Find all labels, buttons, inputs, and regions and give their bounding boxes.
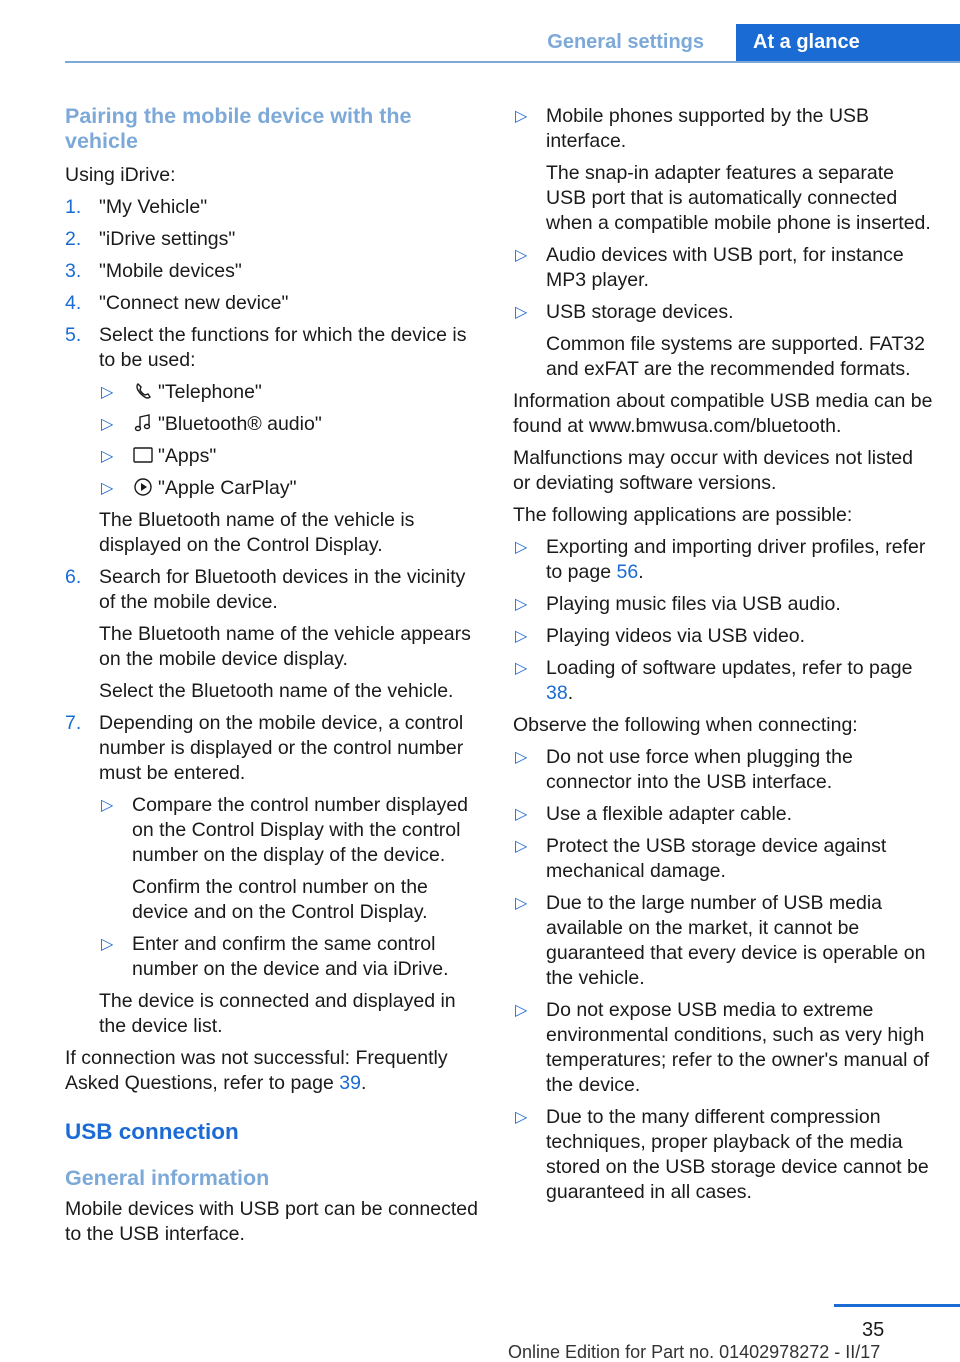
list-item: [99, 476, 480, 501]
triangle-bullet-icon: ▷: [515, 304, 528, 321]
apps-icon: [132, 445, 154, 465]
list-item: ▷ Exporting and importing driver profiles, refer to page 56.: [515, 536, 926, 583]
triangle-bullet-icon: ▷: [515, 1109, 528, 1126]
page-link[interactable]: 38: [546, 682, 568, 704]
triangle-bullet-icon: ▷: [515, 895, 528, 912]
step-item: [65, 195, 480, 220]
triangle-bullet-icon: ▷: [101, 448, 114, 465]
step7-note: The device is connected and displayed in the device list.: [99, 990, 456, 1037]
list-item: ▷ Playing videos via USB video.: [515, 625, 806, 647]
list-item: ▷ Audio devices with USB port, for instance MP3 player.: [515, 244, 904, 291]
step-number: 2.: [65, 228, 82, 250]
connection-fail-text: If connection was not successful: Frequently Asked Questions, refer to page 39.: [65, 1047, 448, 1094]
list-item: ▷ Mobile phones supported by the USB interface. The snap-in adapter features a separate USB port that is automatically connected when a compatible mobile phone is inserted.: [515, 105, 931, 234]
step-number: 1.: [65, 196, 82, 218]
function-label: "Bluetooth® audio": [158, 413, 322, 435]
header-chapter-tab[interactable]: At a glance: [736, 24, 960, 61]
triangle-bullet-icon: ▷: [515, 749, 528, 766]
step-text: Depending on the mobile device, a control number is displayed or the control number must be entered.: [99, 712, 464, 784]
header-rule: [65, 61, 960, 63]
using-idrive-text: Using iDrive:: [65, 164, 176, 186]
left-column: [65, 104, 480, 1254]
triangle-bullet-icon: ▷: [515, 539, 528, 556]
usb-connection-heading: USB connection: [65, 1119, 239, 1144]
triangle-bullet-icon: ▷: [515, 628, 528, 645]
step5-note: The Bluetooth name of the vehicle is displayed on the Control Display.: [99, 509, 415, 556]
general-information-text: Mobile devices with USB port can be connected to the USB interface.: [65, 1198, 478, 1245]
list-item: ▷ Do not expose USB media to extreme environmental conditions, such as very high temperatures; refer to the owner's manual of the device.: [515, 999, 930, 1096]
page-number: 35: [862, 1319, 885, 1341]
step-item: [65, 227, 480, 252]
header-section-title[interactable]: General settings: [547, 31, 704, 53]
list-item: ▷ Compare the control number displayed on the Control Display with the control number on the display of the device. Confirm the control number on the device and on the Control Display.: [101, 794, 469, 923]
list-item: ▷ Enter and confirm the same control number on the device and via iDrive.: [101, 933, 449, 980]
step-text: "Connect new device": [99, 292, 289, 314]
step-number: 3.: [65, 260, 82, 282]
step-item: [65, 565, 480, 704]
step-text: Search for Bluetooth devices in the vicinity of the mobile device.: [99, 566, 466, 613]
step-text: "Mobile devices": [99, 260, 242, 282]
page-link[interactable]: 56: [616, 561, 639, 583]
step-number: 7.: [65, 712, 82, 734]
malfunction-text: Malfunctions may occur with devices not listed or deviating software versions.: [513, 447, 913, 494]
list-item: ▷ Playing music files via USB audio.: [515, 593, 841, 615]
function-label: "Apps": [158, 445, 217, 467]
page-link[interactable]: 39: [339, 1072, 361, 1094]
triangle-bullet-icon: ▷: [101, 480, 114, 497]
list-item: [99, 380, 480, 405]
list-item: ▷ USB storage devices. Common file systems are supported. FAT32 and exFAT are the recommended formats.: [515, 301, 925, 380]
step-item: [65, 259, 480, 284]
triangle-bullet-icon: ▷: [101, 384, 114, 401]
triangle-bullet-icon: ▷: [515, 596, 528, 613]
list-item: [99, 444, 480, 469]
observe-intro: Observe the following when connecting:: [513, 714, 858, 736]
triangle-bullet-icon: ▷: [515, 108, 528, 125]
step-number: 4.: [65, 292, 82, 314]
step-text: "My Vehicle": [99, 196, 208, 218]
footer-rule: [834, 1304, 960, 1307]
step-text-extra: The Bluetooth name of the vehicle appears on the mobile device display.: [99, 623, 471, 670]
step-item: [65, 711, 480, 1039]
control-number-list: [99, 793, 480, 982]
compatible-media-text: Information about compatible USB media can be found at www.bmwusa.com/bluetooth.: [513, 390, 933, 437]
right-column: [513, 104, 933, 1212]
step-item: [65, 323, 480, 558]
step-number: 6.: [65, 566, 82, 588]
page-header: [0, 24, 960, 62]
general-information-heading: General information: [65, 1166, 270, 1190]
step-text: Select the functions for which the device is to be used:: [99, 324, 467, 371]
telephone-icon: [132, 381, 154, 401]
triangle-bullet-icon: ▷: [515, 247, 528, 264]
edition-text: Online Edition for Part no. 01402978272 - II/17: [508, 1342, 881, 1362]
function-label: "Apple CarPlay": [158, 477, 297, 499]
function-label: "Telephone": [158, 381, 262, 403]
music-note-icon: [132, 413, 154, 433]
function-list: [99, 380, 480, 501]
list-item: ▷ Protect the USB storage device against mechanical damage.: [515, 835, 887, 882]
triangle-bullet-icon: ▷: [515, 806, 528, 823]
list-item: [99, 412, 480, 437]
pairing-heading: Pairing the mobile device with the vehicle: [65, 104, 412, 153]
step-number: 5.: [65, 324, 82, 346]
step-item: [65, 291, 480, 316]
triangle-bullet-icon: ▷: [101, 936, 114, 953]
triangle-bullet-icon: ▷: [101, 416, 114, 433]
list-item: ▷ Use a flexible adapter cable.: [515, 803, 793, 825]
triangle-bullet-icon: ▷: [515, 660, 528, 677]
list-item: ▷ Due to the large number of USB media available on the market, it cannot be guaranteed that every device is operable on the vehicle.: [515, 892, 926, 989]
step-text: "iDrive settings": [99, 228, 236, 250]
triangle-bullet-icon: ▷: [101, 797, 114, 814]
step-text-extra: Select the Bluetooth name of the vehicle.: [99, 680, 454, 702]
triangle-bullet-icon: ▷: [515, 1002, 528, 1019]
carplay-icon: [132, 477, 154, 497]
applications-intro: The following applications are possible:: [513, 504, 853, 526]
triangle-bullet-icon: ▷: [515, 838, 528, 855]
list-item: ▷ Do not use force when plugging the connector into the USB interface.: [515, 746, 853, 793]
list-item: ▷ Due to the many different compression techniques, proper playback of the media stored on the USB storage device cannot be guaranteed in all cases.: [515, 1106, 929, 1203]
list-item: ▷ Loading of software updates, refer to page 38.: [515, 657, 913, 704]
